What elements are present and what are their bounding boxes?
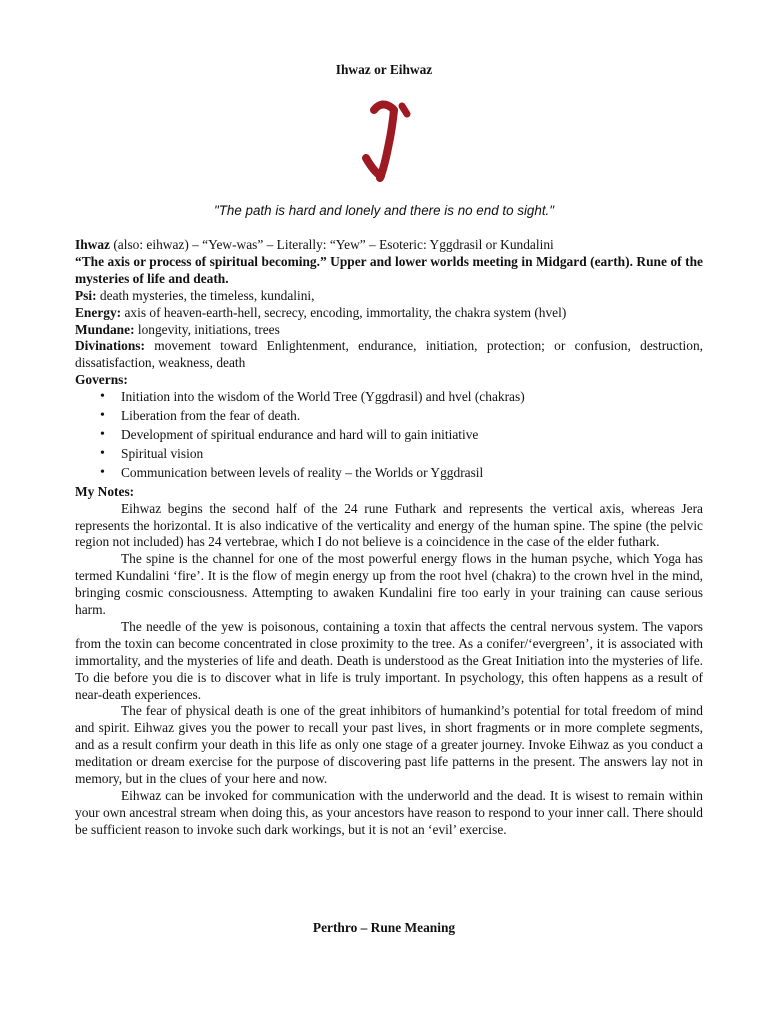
- mundane-label: Mundane:: [75, 321, 135, 337]
- axis-statement: “The axis or process of spiritual becoming.” Upper and lower worlds meeting in Midgard (earth). Rune of the mysteries of life and death.: [75, 253, 703, 286]
- rune-name: Ihwaz: [75, 237, 110, 252]
- divinations-value: movement toward Enlightenment, endurance, initiation, protection; or confusion, destruction, dissatisfaction, weakness, death: [75, 338, 703, 371]
- notes-label: My Notes:: [75, 483, 135, 499]
- governs-list: [75, 389, 703, 482]
- intro-line: [75, 237, 703, 254]
- notes-paragraph: Eihwaz begins the second half of the 24 rune Futhark and represents the vertical axis, whereas Jera represents the horizontal. It is also indicative of the verticality and energy of the human spine. The spine (the pelvic region not included) has 24 vertebrae, which I do not believe is a coincidence in the case of the elder futhark.: [75, 500, 703, 550]
- list-item: • Communication between levels of reality – the Worlds or Yggdrasil: [96, 465, 703, 482]
- list-item: • Development of spiritual endurance and hard will to gain initiative: [96, 427, 703, 444]
- psi-label: Psi:: [75, 287, 97, 303]
- rune-aliases: (also: eihwaz) – “Yew-was” – Literally: “Yew” – Esoteric: Yggdrasil or Kundalini: [109, 237, 554, 252]
- list-item: • Liberation from the fear of death.: [96, 408, 703, 425]
- governs-label: Governs:: [75, 372, 128, 388]
- notes-paragraph: The fear of physical death is one of the great inhibitors of humankind’s potential for total freedom of mind and spirit. Eihwaz gives you the power to recall your past lives, in short fragments or in more complete segments, and as a result confirm your death in this life as only one stage of a greater journey. Invoke Eihwaz as you conduct a meditation or dream exercise for the purpose of discovering past life patterns in the present. The answers lay not in memory, but in the clues of your here and now.: [75, 703, 703, 787]
- mundane-line: [75, 322, 703, 339]
- psi-line: [75, 288, 703, 305]
- list-item: • Spiritual vision: [96, 446, 703, 463]
- page-title: Ihwaz or Eihwaz: [335, 62, 433, 77]
- rune-description: [75, 237, 703, 839]
- notes-paragraph: Eihwaz can be invoked for communication with the underworld and the dead. It is wisest to remain within your own ancestral stream when doing this, as your ancestors have reason to respond to your inner call. There should be sufficient reason to invoke such dark workings, but it is not an ‘evil’ exercise.: [75, 788, 703, 837]
- mundane-value: longevity, initiations, trees: [134, 321, 280, 337]
- energy-line: [75, 305, 703, 322]
- divinations-line: [75, 338, 703, 372]
- energy-label: Energy:: [75, 304, 122, 320]
- notes-paragraph: The needle of the yew is poisonous, containing a toxin that affects the central nervous system. The vapors from the toxin can become concentrated in close proximity to the tree. As a conifer/‘evergreen’, it is associated with immortality, and the mysteries of life and death. Death is understood as the Great Initiation into the mysteries of life. To die before you die is to discover what in life is truly important. In psychology, this often happens as a result of near-death experiences.: [75, 618, 703, 702]
- notes-paragraph: The spine is the channel for one of the most powerful energy flows in the human psyche, which Yoga has termed Kundalini ‘fire’. It is the flow of megin energy up from the root hvel (chakra) to the crown hvel in the mind, bringing cosmic consciousness. Attempting to awaken Kundalini fire too early in your training can cause serious harm.: [75, 551, 703, 618]
- next-section-title: Perthro – Rune Meaning: [312, 920, 456, 935]
- eihwaz-rune-icon: [352, 96, 422, 188]
- energy-value: axis of heaven-earth-hell, secrecy, encoding, immortality, the chakra system (hvel): [121, 304, 567, 320]
- divinations-label: Divinations:: [75, 338, 145, 354]
- list-item: • Initiation into the wisdom of the World Tree (Yggdrasil) and hvel (chakras): [96, 389, 703, 406]
- psi-value: death mysteries, the timeless, kundalini,: [96, 287, 315, 303]
- rune-quote: "The path is hard and lonely and there is no end to sight.": [213, 203, 555, 218]
